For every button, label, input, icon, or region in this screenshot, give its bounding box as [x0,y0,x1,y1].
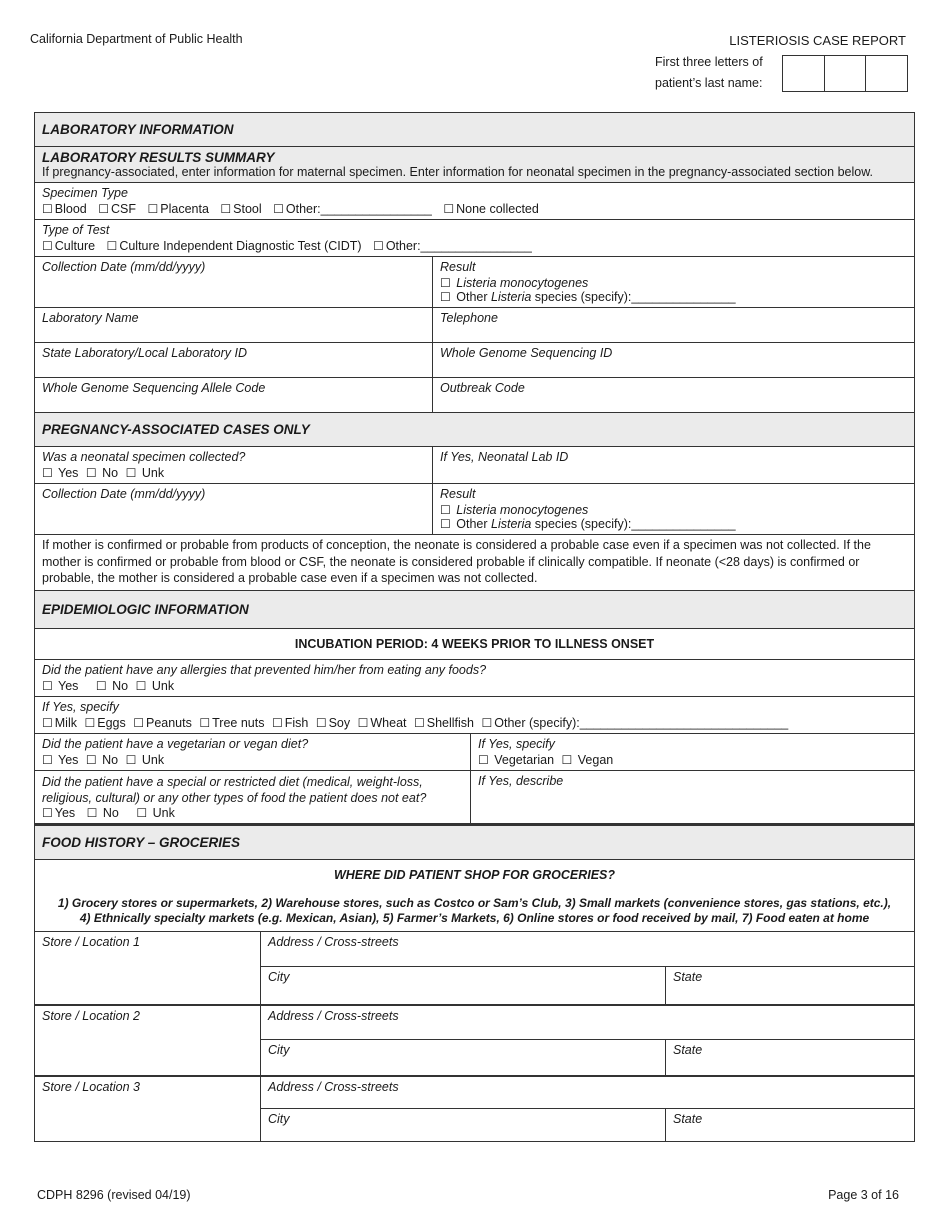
lab-summary-title: LABORATORY RESULTS SUMMARY [42,150,275,165]
allergy-soy-checkbox[interactable]: ☐ Soy [315,715,351,730]
store-2-city-field[interactable]: City [261,1040,666,1075]
allergy-no-checkbox[interactable]: ☐ No [95,678,129,693]
neonatal-specimen-question [35,447,433,483]
report-title: LISTERIOSIS CASE REPORT [729,33,906,48]
allergy-row [35,660,914,697]
neonatal-specimen-row [35,447,914,484]
diet-describe-label: If Yes, describe [478,773,564,788]
store-3-row [35,1077,914,1141]
neonatal-lab-id-field[interactable] [433,447,914,483]
neonatal-result-field [433,484,914,534]
collection-date-field[interactable] [35,257,433,307]
result-listeria-mono-checkbox[interactable]: ☐ Listeria monocytogenes [440,276,589,290]
outbreak-code-field[interactable] [433,378,914,412]
store-1-row [35,932,914,1006]
form-id: CDPH 8296 (revised 04/19) [37,1188,191,1202]
diet-yes-checkbox[interactable]: ☐ Yes [42,805,76,820]
allergy-question: Did the patient have any allergies that prevented him/her from eating any foods? [42,662,487,677]
vegetarian-row [35,734,914,771]
test-options [42,239,540,253]
page-number: Page 3 of 16 [828,1188,899,1202]
allergy-specify-row [35,697,914,734]
lab-name-field[interactable] [35,308,433,342]
specimen-blood-checkbox[interactable]: ☐ Blood [42,202,87,216]
grocery-categories-line1: 1) Grocery stores or supermarkets, 2) Warehouse stores, such as Costco or Sam’s Club, 3) Small markets (convenience stores, gas stations, etc.), [57,895,892,910]
neonatal-result-other-listeria-checkbox[interactable]: ☐ Other Listeria species (specify):_______________ [440,517,736,531]
store-1-state-field[interactable]: State [673,969,703,984]
grocery-question-row [35,860,914,932]
specimen-none-checkbox[interactable]: ☐ None collected [443,202,539,216]
allergy-yes-checkbox[interactable]: ☐ Yes [42,678,79,693]
specimen-stool-checkbox[interactable]: ☐ Stool [220,202,262,216]
store-2-row [35,1006,914,1077]
pregnancy-section-header: PREGNANCY-ASSOCIATED CASES ONLY [35,413,914,447]
neonatal-result-listeria-mono-checkbox[interactable]: ☐ Listeria monocytogenes [440,503,589,517]
neonatal-collection-date-label: Collection Date (mm/dd/yyyy) [42,487,206,501]
veg-specify-label: If Yes, specify [478,736,555,751]
result-label: Result [440,260,476,274]
test-other-checkbox[interactable]: ☐ Other:________________ [373,239,532,253]
diet-row [35,771,914,824]
store-3-state-field[interactable]: State [673,1111,703,1126]
allergy-fish-checkbox[interactable]: ☐ Fish [271,715,309,730]
agency-name: California Department of Public Health [30,32,243,46]
result-other-listeria-checkbox[interactable]: ☐ Other Listeria species (specify):_______________ [440,290,736,304]
neonatal-unk-checkbox[interactable]: ☐ Unk [125,466,165,480]
neonatal-result-label: Result [440,487,476,501]
incubation-period: INCUBATION PERIOD: 4 WEEKS PRIOR TO ILLNESS ONSET [294,636,655,651]
vegetarian-label: Did the patient have a vegetarian or vegan diet? [42,736,309,751]
wgs-id-field[interactable] [433,343,914,377]
initials-label-line2: patient’s last name: [655,76,763,90]
vegetarian-question [35,734,471,770]
specimen-other-checkbox[interactable]: ☐ Other:________________ [273,202,432,216]
grocery-categories-line2: 4) Ethnically specialty markets (e.g. Mexican, Asian), 5) Farmer’s Markets, 6) Online stores or food received by mail, 7) Food eaten at home [79,910,870,925]
allergy-shellfish-checkbox[interactable]: ☐ Shellfish [414,715,475,730]
result-field [433,257,914,307]
lab-summary-row [35,147,914,183]
specimen-type-label: Specimen Type [42,186,128,200]
store-3-name-field[interactable]: Store / Location 3 [35,1077,261,1141]
neonatal-collection-result-row [35,484,914,535]
outbreak-code-label: Outbreak Code [440,381,525,395]
diet-label: Did the patient have a special or restricted diet (medical, weight-loss, religious, cultural) or any other types of food the patient does not eat? [42,774,427,805]
neonatal-lab-id-label: If Yes, Neonatal Lab ID [440,450,569,464]
state-lab-id-field[interactable] [35,343,433,377]
neonatal-collection-date-field[interactable] [35,484,433,534]
initial-letter-box-3[interactable] [866,56,907,91]
test-cidt-checkbox[interactable]: ☐ Culture Independent Diagnostic Test (CIDT) [106,239,362,253]
initial-letter-box-1[interactable] [783,56,825,91]
initials-label [655,52,763,94]
specimen-placenta-checkbox[interactable]: ☐ Placenta [147,202,209,216]
wgs-allele-field[interactable] [35,378,433,412]
lab-summary-note: If pregnancy-associated, enter information for maternal specimen. Enter information for neonatal specimen in the pregnancy-associated section below. [42,165,874,179]
wgs-allele-row [35,378,914,413]
allergy-wheat-checkbox[interactable]: ☐ Wheat [357,715,407,730]
store-1-city-field[interactable]: City [261,967,666,1004]
allergy-tree-nuts-checkbox[interactable]: ☐ Tree nuts [199,715,265,730]
store-2-address-field[interactable]: Address / Cross-streets [261,1006,914,1040]
veg-yes-checkbox[interactable]: ☐ Yes [42,752,79,767]
diet-no-checkbox[interactable]: ☐ No [86,805,119,820]
lab-name-row [35,308,914,343]
neonatal-yes-checkbox[interactable]: ☐ Yes [42,466,79,480]
state-lab-id-label: State Laboratory/Local Laboratory ID [42,346,247,360]
allergy-eggs-checkbox[interactable]: ☐ Eggs [84,715,126,730]
diet-describe-field[interactable] [471,771,914,823]
vegetarian-specify [471,734,914,770]
store-1-name-field[interactable]: Store / Location 1 [35,932,261,1004]
collection-date-label: Collection Date (mm/dd/yyyy) [42,260,206,274]
grocery-question: WHERE DID PATIENT SHOP FOR GROCERIES? [333,867,616,882]
lab-section-header: LABORATORY INFORMATION [35,113,914,147]
specimen-options [42,202,547,216]
allergy-specify-label: If Yes, specify [42,699,119,714]
wgs-allele-label: Whole Genome Sequencing Allele Code [42,381,266,395]
case-report-form [34,112,915,1142]
allergy-other-checkbox[interactable]: ☐ Other (specify):______________________________ [481,715,789,730]
veg-no-checkbox[interactable]: ☐ No [85,752,119,767]
allergy-milk-checkbox[interactable]: ☐ Milk [42,715,77,730]
store-2-state-field[interactable]: State [673,1042,703,1057]
incubation-row [35,629,914,660]
specimen-csf-checkbox[interactable]: ☐ CSF [98,202,136,216]
diet-unk-checkbox[interactable]: ☐ Unk [136,805,175,820]
collection-result-row [35,257,914,308]
allergy-unk-checkbox[interactable]: ☐ Unk [135,678,175,693]
store-3-address-field[interactable]: Address / Cross-streets [261,1077,914,1109]
veg-unk-checkbox[interactable]: ☐ Unk [125,752,165,767]
veg-vegetarian-checkbox[interactable]: ☐ Vegetarian [478,752,555,767]
epi-section-header: EPIDEMIOLOGIC INFORMATION [35,591,914,629]
test-culture-checkbox[interactable]: ☐ Culture [42,239,96,253]
neonatal-specimen-label: Was a neonatal specimen collected? [42,450,246,464]
telephone-label: Telephone [440,311,498,325]
store-3-city-field[interactable]: City [261,1109,666,1141]
store-2-name-field[interactable]: Store / Location 2 [35,1006,261,1075]
allergy-peanuts-checkbox[interactable]: ☐ Peanuts [133,715,192,730]
initials-label-line1: First three letters of [655,55,763,69]
test-type-label: Type of Test [42,223,110,237]
diet-question [35,771,471,823]
telephone-field[interactable] [433,308,914,342]
wgs-id-label: Whole Genome Sequencing ID [440,346,613,360]
veg-vegan-checkbox[interactable]: ☐ Vegan [561,752,614,767]
specimen-type-row [35,183,914,220]
lab-name-label: Laboratory Name [42,311,139,325]
store-1-address-field[interactable]: Address / Cross-streets [261,932,914,967]
food-section-header: FOOD HISTORY – GROCERIES [35,824,914,860]
lab-id-row [35,343,914,378]
pregnancy-note-row [35,535,914,591]
initials-boxes [782,55,908,92]
test-type-row [35,220,914,257]
initial-letter-box-2[interactable] [825,56,867,91]
neonatal-no-checkbox[interactable]: ☐ No [85,466,119,480]
pregnancy-note: If mother is confirmed or probable from products of conception, the neonate is considered a probable case even if a specimen was not collected. If the mother is confirmed or probable from blood or CSF, the neonate is considered probable if clinically compatible. If neonate (<28 days) is confirmed or probable, the mother is considered a probable case even if a specimen was not collected. [42,538,871,585]
